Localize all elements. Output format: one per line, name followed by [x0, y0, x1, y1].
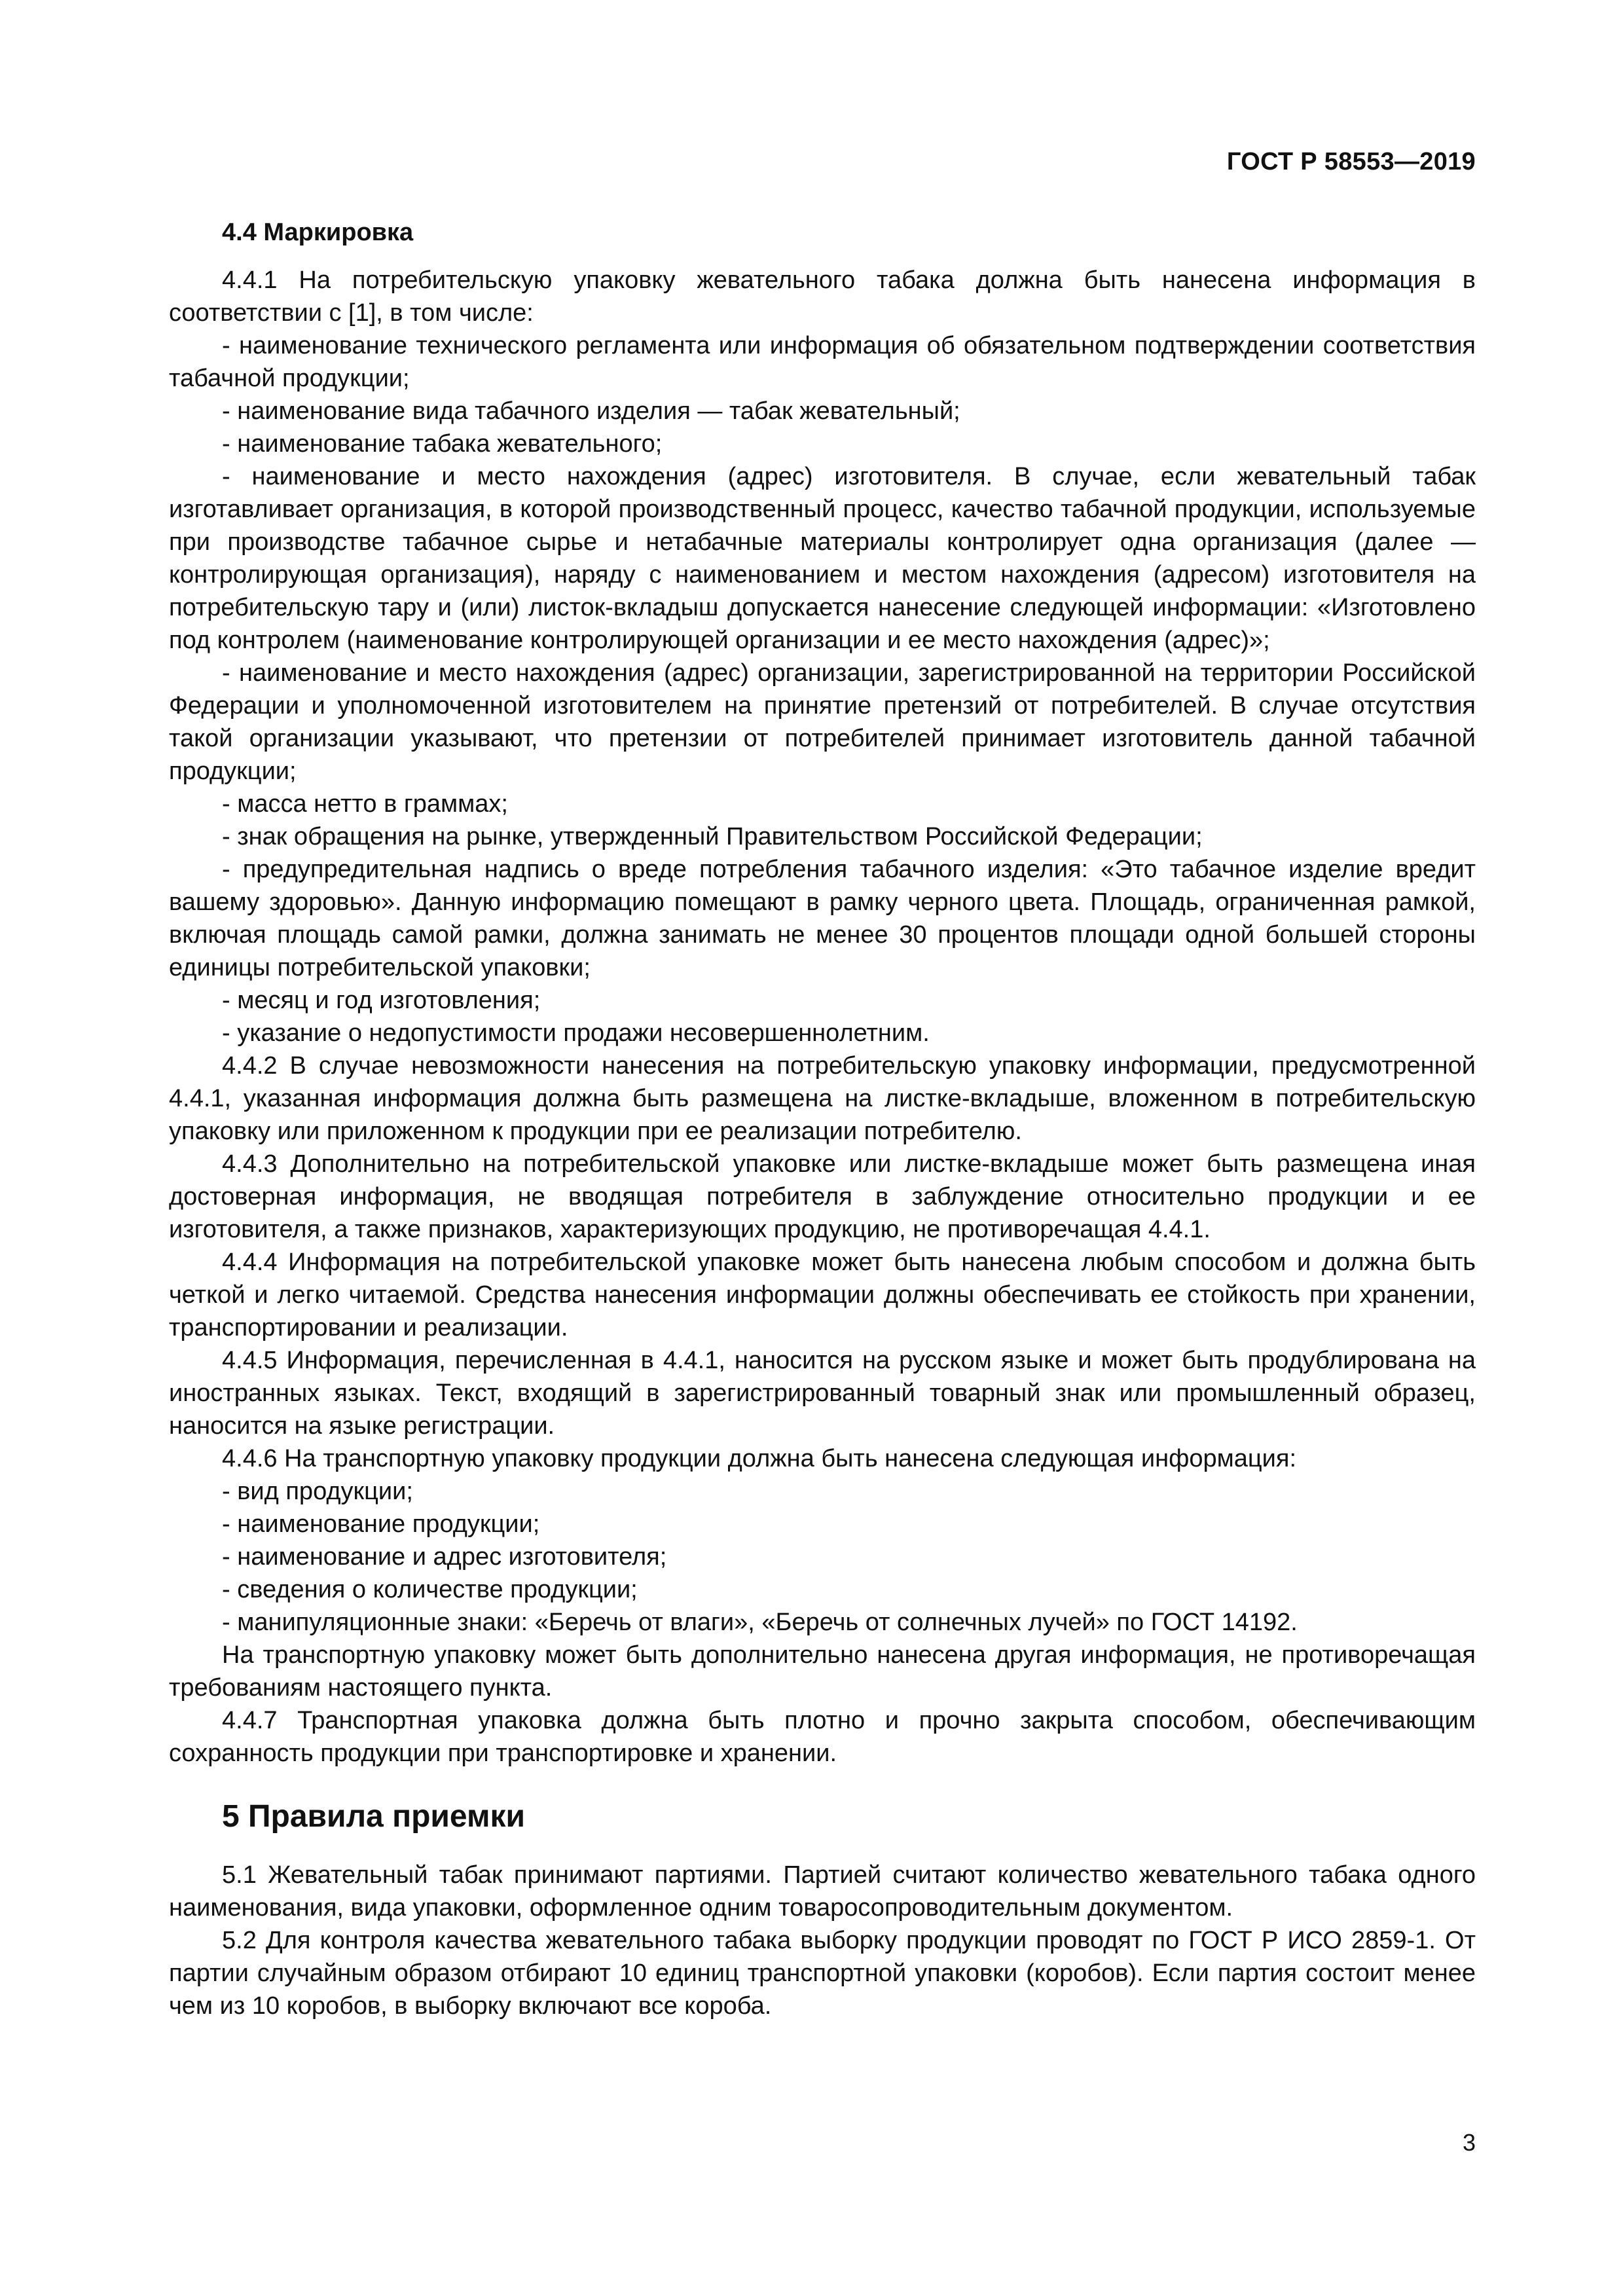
list-item: - наименование табака жевательного; [222, 430, 663, 458]
paragraph-4-4-1: 4.4.1 На потребительскую упаковку жевательного табака должна быть нанесена информация в соответствии с [1], в том числе: [169, 266, 1476, 327]
list-item: - знак обращения на рынке, утвержденный Правительством Российской Федерации; [222, 823, 1203, 850]
list-item: - наименование вида табачного изделия — табак жевательный; [222, 397, 960, 425]
list-item: - предупредительная надпись о вреде потребления табачного изделия: «Это табачное изделие вредит вашему здоровью». Данную информацию помещают в рамку черного цвета. Площадь, ограниченная рамкой, включая площадь самой рамки, должна занимать не менее 30 процентов площади одной большей стороны единицы потребительской упаковки; [169, 856, 1476, 981]
list-item: - манипуляционные знаки: «Беречь от влаги», «Беречь от солнечных лучей» по ГОСТ 14192. [222, 1609, 1298, 1636]
list-item: - наименование и место нахождения (адрес) организации, зарегистрированной на территории Российской Федерации и уполномоченной изготовителем на принятие претензий от потребителей. В случае отсутствия такой организации указывают, что претензии от потребителей принимает изготовитель данной табачной продукции; [169, 659, 1476, 785]
list-item: - месяц и год изготовления; [222, 987, 541, 1014]
document-code-header: ГОСТ Р 58553—2019 [1226, 148, 1476, 175]
page-number: 3 [1462, 2129, 1476, 2156]
paragraph-4-4-2: 4.4.2 В случае невозможности нанесения на потребительскую упаковку информации, предусмотренной 4.4.1, указанная информация должна быть размещена на листке-вкладыше, вложенном в потребительскую упаковку или приложенном к продукции при ее реализации потребителю. [169, 1052, 1476, 1145]
list-item: - сведения о количестве продукции; [222, 1576, 638, 1603]
list-item: - указание о недопустимости продажи несовершеннолетним. [222, 1019, 930, 1047]
paragraph-4-4-5: 4.4.5 Информация, перечисленная в 4.4.1, наносится на русском языке и может быть продублирована на иностранных языках. Текст, входящий в зарегистрированный товарный знак или промышленный образец, наносится на языке регистрации. [169, 1347, 1476, 1440]
list-item: - наименование и адрес изготовителя; [222, 1543, 667, 1571]
paragraph-4-4-3: 4.4.3 Дополнительно на потребительской упаковке или листке-вкладыше может быть размещена иная достоверная информация, не вводящая потребителя в заблуждение относительно продукции и ее изготовителя, а также признаков, характеризующих продукцию, не противоречащая 4.4.1. [169, 1150, 1476, 1243]
list-item: - наименование продукции; [222, 1510, 540, 1538]
section-title-5: 5 Правила приемки [222, 1799, 526, 1834]
paragraph-4-4-4: 4.4.4 Информация на потребительской упаковке может быть нанесена любым способом и должна быть четкой и легко читаемой. Средства нанесения информации должны обеспечивать ее стойкость при хранении, транспортировании и реализации. [169, 1248, 1476, 1341]
document-body [169, 216, 1476, 2022]
list-item: - наименование и место нахождения (адрес) изготовителя. В случае, если жевательный табак изготавливает организация, в которой производственный процесс, качество табачной продукции, используемые при производстве табачное сырье и нетабачные материалы контролирует одна организация (далее — контролирующая организация), наряду с наименованием и местом нахождения (адресом) изготовителя на потребительскую тару и (или) листок-вкладыш допускается нанесение следующей информации: «Изготовлено под контролем (наименование контролирующей организации и ее место нахождения (адрес)»; [169, 463, 1476, 654]
paragraph-5-1: 5.1 Жевательный табак принимают партиями. Партией считают количество жевательного табака одного наименования, вида упаковки, оформленное одним товаросопроводительным документом. [169, 1861, 1476, 1922]
paragraph-5-2: 5.2 Для контроля качества жевательного табака выборку продукции проводят по ГОСТ Р ИСО 2859-1. От партии случайным образом отбирают 10 единиц транспортной упаковки (коробов). Если партия состоит менее чем из 10 коробов, в выборку включают все короба. [169, 1927, 1476, 2020]
list-item: - вид продукции; [222, 1478, 413, 1505]
list-item: - масса нетто в граммах; [222, 790, 508, 818]
paragraph-4-4-6-note: На транспортную упаковку может быть дополнительно нанесена другая информация, не противоречащая требованиям настоящего пункта. [169, 1641, 1476, 1702]
subsection-title-4-4: 4.4 Маркировка [222, 219, 414, 246]
paragraph-4-4-6: 4.4.6 На транспортную упаковку продукции должна быть нанесена следующая информация: [222, 1445, 1297, 1472]
paragraph-4-4-7: 4.4.7 Транспортная упаковка должна быть плотно и прочно закрыта способом, обеспечивающим сохранность продукции при транспортировке и хранении. [169, 1707, 1476, 1767]
list-item: - наименование технического регламента или информация об обязательном подтверждении соответствия табачной продукции; [169, 332, 1476, 392]
